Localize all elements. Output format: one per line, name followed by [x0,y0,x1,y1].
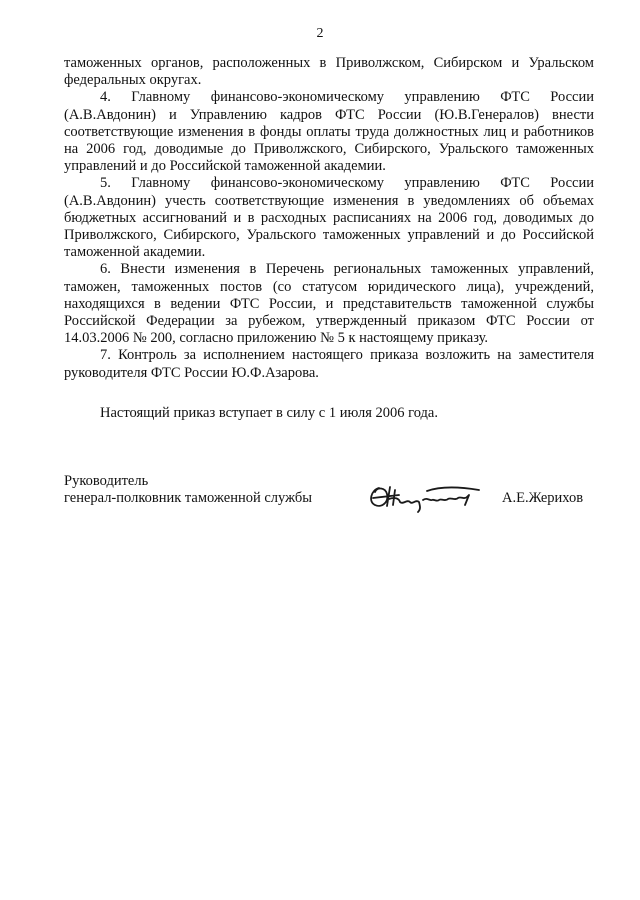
signer-name: А.Е.Жерихов [502,490,584,506]
document-body [64,55,594,382]
page-number: 2 [316,26,324,41]
paragraph-item-7: 7. Контроль за исполнением настоящего приказа возложить на заместителя руководителя ФТС России Ю.Ф.Азарова. [64,347,594,381]
paragraph-item-4: 4. Главному финансово-экономическому управлению ФТС России (А.В.Авдонин) и Управлению кадров ФТС России (Ю.В.Генералов) внести соответствующие изменения в фонды оплаты труда должностных лиц и работников на 2006 год, доводимые до Приволжского, Сибирского, Уральского таможенных управлений и до Российской таможенной академии. [64,89,594,175]
position-line-1: Руководитель [64,473,149,489]
effective-date-statement: Настоящий приказ вступает в силу с 1 июля 2006 года. [100,405,438,421]
signatory-position [64,473,312,507]
handwritten-signature [365,478,483,514]
position-line-2: генерал-полковник таможенной службы [64,490,313,507]
paragraph-item-5: 5. Главному финансово-экономическому управлению ФТС России (А.В.Авдонин) учесть соответствующие изменения в уведомлениях об объемах бюджетных ассигнований и в расходных расписаниях на 2006 год, доводимых до Приволжского, Сибирского, Уральского таможенных управлений и до Российской таможенной академии. [64,175,594,261]
paragraph-continuation: таможенных органов, расположенных в Приволжском, Сибирском и Уральском федеральных округах. [64,55,594,89]
paragraph-item-6: 6. Внести изменения в Перечень региональных таможенных управлений, таможен, таможенных постов (со статусом юридического лица), учреждений, находящихся в ведении ФТС России, и представительств таможенной службы Российской Федерации за рубежом, утвержденный приказом ФТС России от 14.03.2006 № 200, согласно приложению № 5 к настоящему приказу. [64,261,594,347]
